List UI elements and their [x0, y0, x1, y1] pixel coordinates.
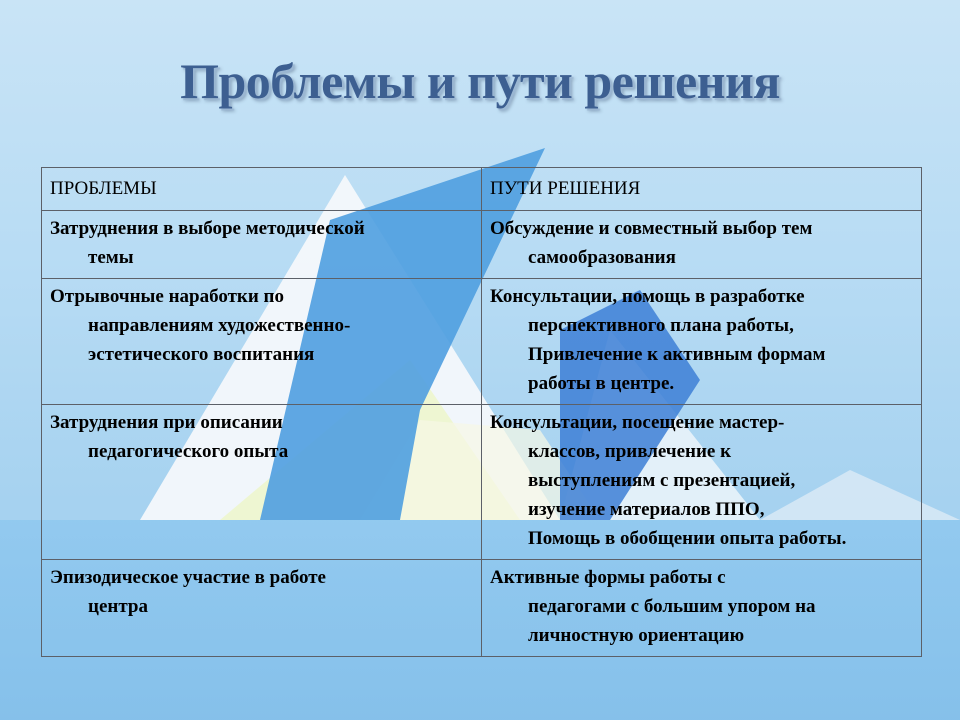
cell-line: педагогического опыта: [88, 441, 289, 462]
problem-cell: [42, 560, 482, 657]
solution-cell: [482, 279, 922, 405]
cell-line: направлениям художественно-: [88, 315, 351, 336]
solution-cell: [482, 211, 922, 279]
cell-line: Помощь в обобщении опыта работы.: [528, 528, 847, 549]
cell-line: классов, привлечение к: [528, 441, 732, 462]
cell-line: Привлечение к активным формам: [528, 344, 826, 365]
cell-line: самообразования: [528, 247, 676, 268]
problem-cell: [42, 211, 482, 279]
cell-line: Эпизодическое участие в работе: [50, 567, 326, 588]
cell-line: педагогами с большим упором на: [528, 596, 816, 617]
problems-solutions-table: [41, 167, 922, 657]
cell-line: личностную ориентацию: [528, 625, 745, 646]
table-row: [42, 279, 922, 405]
cell-line: эстетического воспитания: [88, 344, 315, 365]
cell-line: перспективного плана работы,: [528, 315, 794, 336]
cell-line: Затруднения при описании: [50, 412, 283, 433]
cell-line: изучение материалов ППО,: [528, 499, 765, 520]
table-header-row: [42, 168, 922, 211]
cell-line: темы: [88, 247, 134, 268]
cell-line: Консультации, помощь в разработке: [490, 286, 805, 307]
page-title: Проблемы и пути решения: [180, 53, 780, 109]
solution-cell: [482, 405, 922, 560]
cell-line: работы в центре.: [528, 373, 675, 394]
table-row: [42, 560, 922, 657]
table-row: [42, 405, 922, 560]
cell-line: выступлениям с презентацией,: [528, 470, 796, 491]
column-header-solutions: ПУТИ РЕШЕНИЯ: [482, 168, 922, 211]
solution-cell: [482, 560, 922, 657]
cell-line: Консультации, посещение мастер-: [490, 412, 785, 433]
column-header-problems: ПРОБЛЕМЫ: [42, 168, 482, 211]
table-row: [42, 211, 922, 279]
problem-cell: [42, 405, 482, 560]
cell-line: Отрывочные наработки по: [50, 286, 285, 307]
cell-line: Активные формы работы с: [490, 567, 726, 588]
cell-line: центра: [88, 596, 148, 617]
problem-cell: [42, 279, 482, 405]
cell-line: Затруднения в выборе методической: [50, 218, 365, 239]
cell-line: Обсуждение и совместный выбор тем: [490, 218, 813, 239]
